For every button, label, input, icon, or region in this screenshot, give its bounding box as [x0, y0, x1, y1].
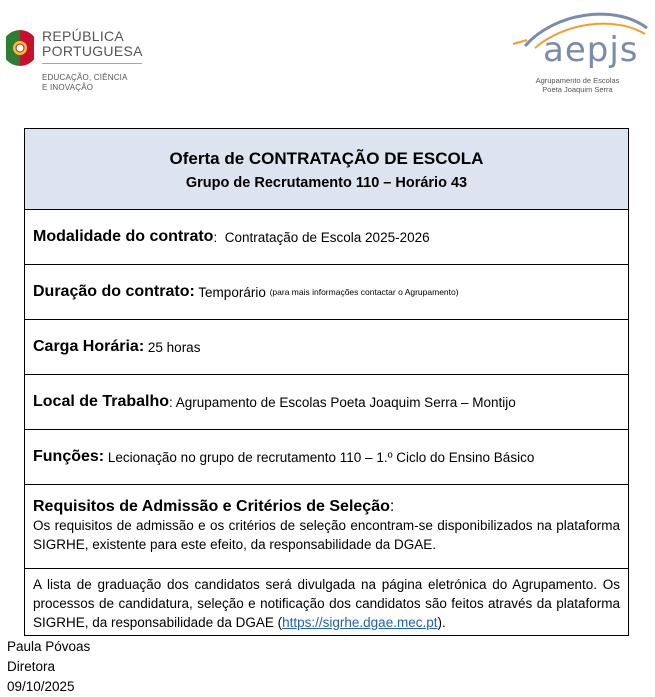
portuguese-emblem-icon — [6, 28, 34, 68]
carga-value: 25 horas — [144, 339, 201, 355]
funcoes-value: Lecionação no grupo de recrutamento 110 – 1.º Ciclo do Ensino Básico — [104, 449, 535, 465]
duracao-row — [25, 265, 628, 320]
offer-title-row — [25, 129, 628, 210]
divider — [42, 63, 142, 64]
signature-block — [7, 637, 90, 697]
modalidade-row — [25, 210, 628, 265]
ministry-text: EDUCAÇÃO, CIÊNCIA E INOVAÇÃO — [42, 73, 128, 92]
offer-title: Oferta de CONTRATAÇÃO DE ESCOLA — [169, 149, 484, 168]
local-label: Local de Trabalho — [33, 393, 170, 410]
local-value: : Agrupamento de Escolas Poeta Joaquim Serra – Montijo — [169, 394, 516, 410]
sigrhe-link[interactable]: https://sigrhe.dgae.mec.pt — [282, 615, 438, 630]
aepjs-logo — [505, 4, 650, 99]
carga-label: Carga Horária: — [33, 338, 145, 355]
requisitos-heading: Requisitos de Admissão e Critérios de Seleção: — [33, 498, 395, 515]
duracao-label: Duração do contrato: — [33, 283, 195, 300]
modalidade-value: Contratação de Escola 2025-2026 — [224, 229, 430, 245]
info-row — [25, 569, 628, 635]
offer-subtitle: Grupo de Recrutamento 110 – Horário 43 — [185, 175, 468, 191]
local-row — [25, 375, 628, 430]
offer-table — [24, 128, 629, 636]
aepjs-logo-text: aepjs — [543, 30, 639, 70]
requisitos-row — [25, 485, 628, 569]
republica-portuguesa-text: REPÚBLICA PORTUGUESA — [42, 28, 143, 59]
requisitos-text: Os requisitos de admissão e os critérios de seleção encontram-se disponibilizados na plataforma SIGRHE, existente para este efeito, da responsabilidade da DGAE. — [33, 518, 620, 552]
signatory-role: Diretora — [7, 659, 56, 674]
signature-date: 09/10/2025 — [7, 679, 75, 694]
info-text: A lista de graduação dos candidatos será divulgada na página eletrónica do Agrupamento. Os processos de candidatura, seleção e notificação dos candidatos são feitos através da plataforma SIGRHE, da responsabilidade da DGAE (https://sigrhe.dgae.mec.pt). — [33, 577, 620, 630]
signatory-name: Paula Póvoas — [7, 639, 91, 654]
school-name: Agrupamento de Escolas Poeta Joaquim Serra — [535, 76, 620, 94]
carga-row — [25, 320, 628, 375]
duracao-note: (para mais informações contactar o Agrupamento) — [269, 287, 459, 297]
republica-portuguesa-logo — [6, 26, 156, 96]
modalidade-label: Modalidade do contrato — [33, 228, 214, 245]
modalidade-sep: : — [213, 229, 225, 245]
duracao-value: Temporário — [194, 284, 270, 300]
funcoes-row — [25, 430, 628, 485]
funcoes-label: Funções: — [33, 448, 105, 465]
